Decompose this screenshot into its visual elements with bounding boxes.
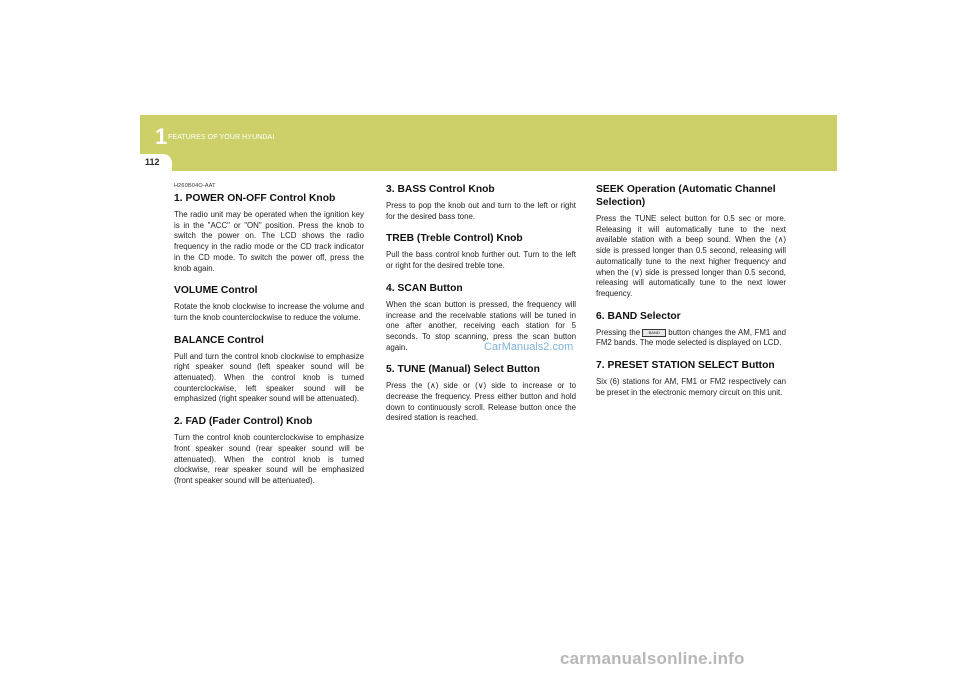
- section-text: Pull and turn the control knob clockwise to emphasize right speaker sound (left speaker sound will be attenuated). When the control knob is turned counterclockwise, left speaker sound will be emphasized (right speaker sound will be attenuated).: [174, 351, 364, 404]
- section-heading: SEEK Operation (Automatic Channel Selection): [596, 184, 776, 208]
- chapter-header-band: [140, 115, 837, 171]
- column-2: [386, 183, 576, 434]
- section-text: Press the (∧) side or (∨) side to increase or to decrease the frequency. Press either button and hold down to continuously scroll. Release button once the desired station is reached.: [386, 381, 576, 423]
- section-text: The radio unit may be operated when the ignition key is in the "ACC" or "ON" position. Press the knob to switch the power on. The LCD shows the radio frequency in the radio mode or the CD track indicator in the CD mode. To switch the power off, press the knob again.: [174, 210, 364, 273]
- section-text: Pull the bass control knob further out. Turn to the left or right for the desired treble tone.: [386, 250, 576, 271]
- section-text: Six (6) stations for AM, FM1 or FM2 respectively can be preset in the electronic memory circuit on this unit.: [596, 377, 786, 397]
- section-heading: TREB (Treble Control) Knob: [386, 233, 523, 245]
- section-heading: 7. PRESET STATION SELECT Button: [596, 360, 775, 372]
- section-heading: BALANCE Control: [174, 334, 264, 346]
- section-text: Press the TUNE select button for 0.5 sec or more. Releasing it will automatically tune to the next available station with a beep sound. When the (∧) side is pressed longer than 0.5 second, releasing will automatically tune to the next higher frequency and when the (∨) side is pressed longer than 0.5 second, releasing will automatically tune to the next lower frequency.: [596, 214, 786, 298]
- band-button-icon: BAND: [642, 329, 666, 337]
- section-heading: 2. FAD (Fader Control) Knob: [174, 416, 313, 428]
- footer-watermark: carmanualsonline.info: [560, 649, 745, 668]
- section-heading: 5. TUNE (Manual) Select Button: [386, 364, 540, 376]
- section-heading: 6. BAND Selector: [596, 310, 681, 322]
- section-text: Press to pop the knob out and turn to the left or right for the desired bass tone.: [386, 201, 576, 221]
- section-text: [596, 328, 786, 349]
- page-number: 112: [145, 157, 160, 167]
- section-heading: VOLUME Control: [174, 285, 258, 297]
- section-heading: 1. POWER ON-OFF Control Knob: [174, 193, 336, 204]
- band-text-before: Pressing the: [596, 327, 641, 337]
- chapter-title: FEATURES OF YOUR HYUNDAI: [168, 134, 275, 141]
- column-3: [596, 183, 786, 408]
- section-code: H260B04O-AAT: [174, 183, 216, 189]
- band-text-after: button changes the AM, FM1 and FM2 bands. The mode selected is displayed on LCD.: [596, 327, 786, 348]
- section-heading: 4. SCAN Button: [386, 282, 463, 294]
- section-text: Rotate the knob clockwise to increase the volume and turn the knob counterclockwise to reduce the volume.: [174, 302, 364, 322]
- site-watermark: CarManuals2.com: [484, 341, 574, 353]
- section-heading: 3. BASS Control Knob: [386, 184, 495, 195]
- chapter-number: 1: [155, 124, 168, 149]
- section-text: Turn the control knob counterclockwise to emphasize front speaker sound (rear speaker sound will be attenuated). When the control knob is turned clockwise, rear speaker sound will be emphasized (front speaker sound will be attenuated).: [174, 433, 364, 485]
- section-text: When the scan button is pressed, the frequency will increase and the receivable stations will be tuned in one after another, receiving each station for 5 seconds. To stop scanning, press the scan button again.: [386, 299, 576, 352]
- column-1: [174, 183, 364, 497]
